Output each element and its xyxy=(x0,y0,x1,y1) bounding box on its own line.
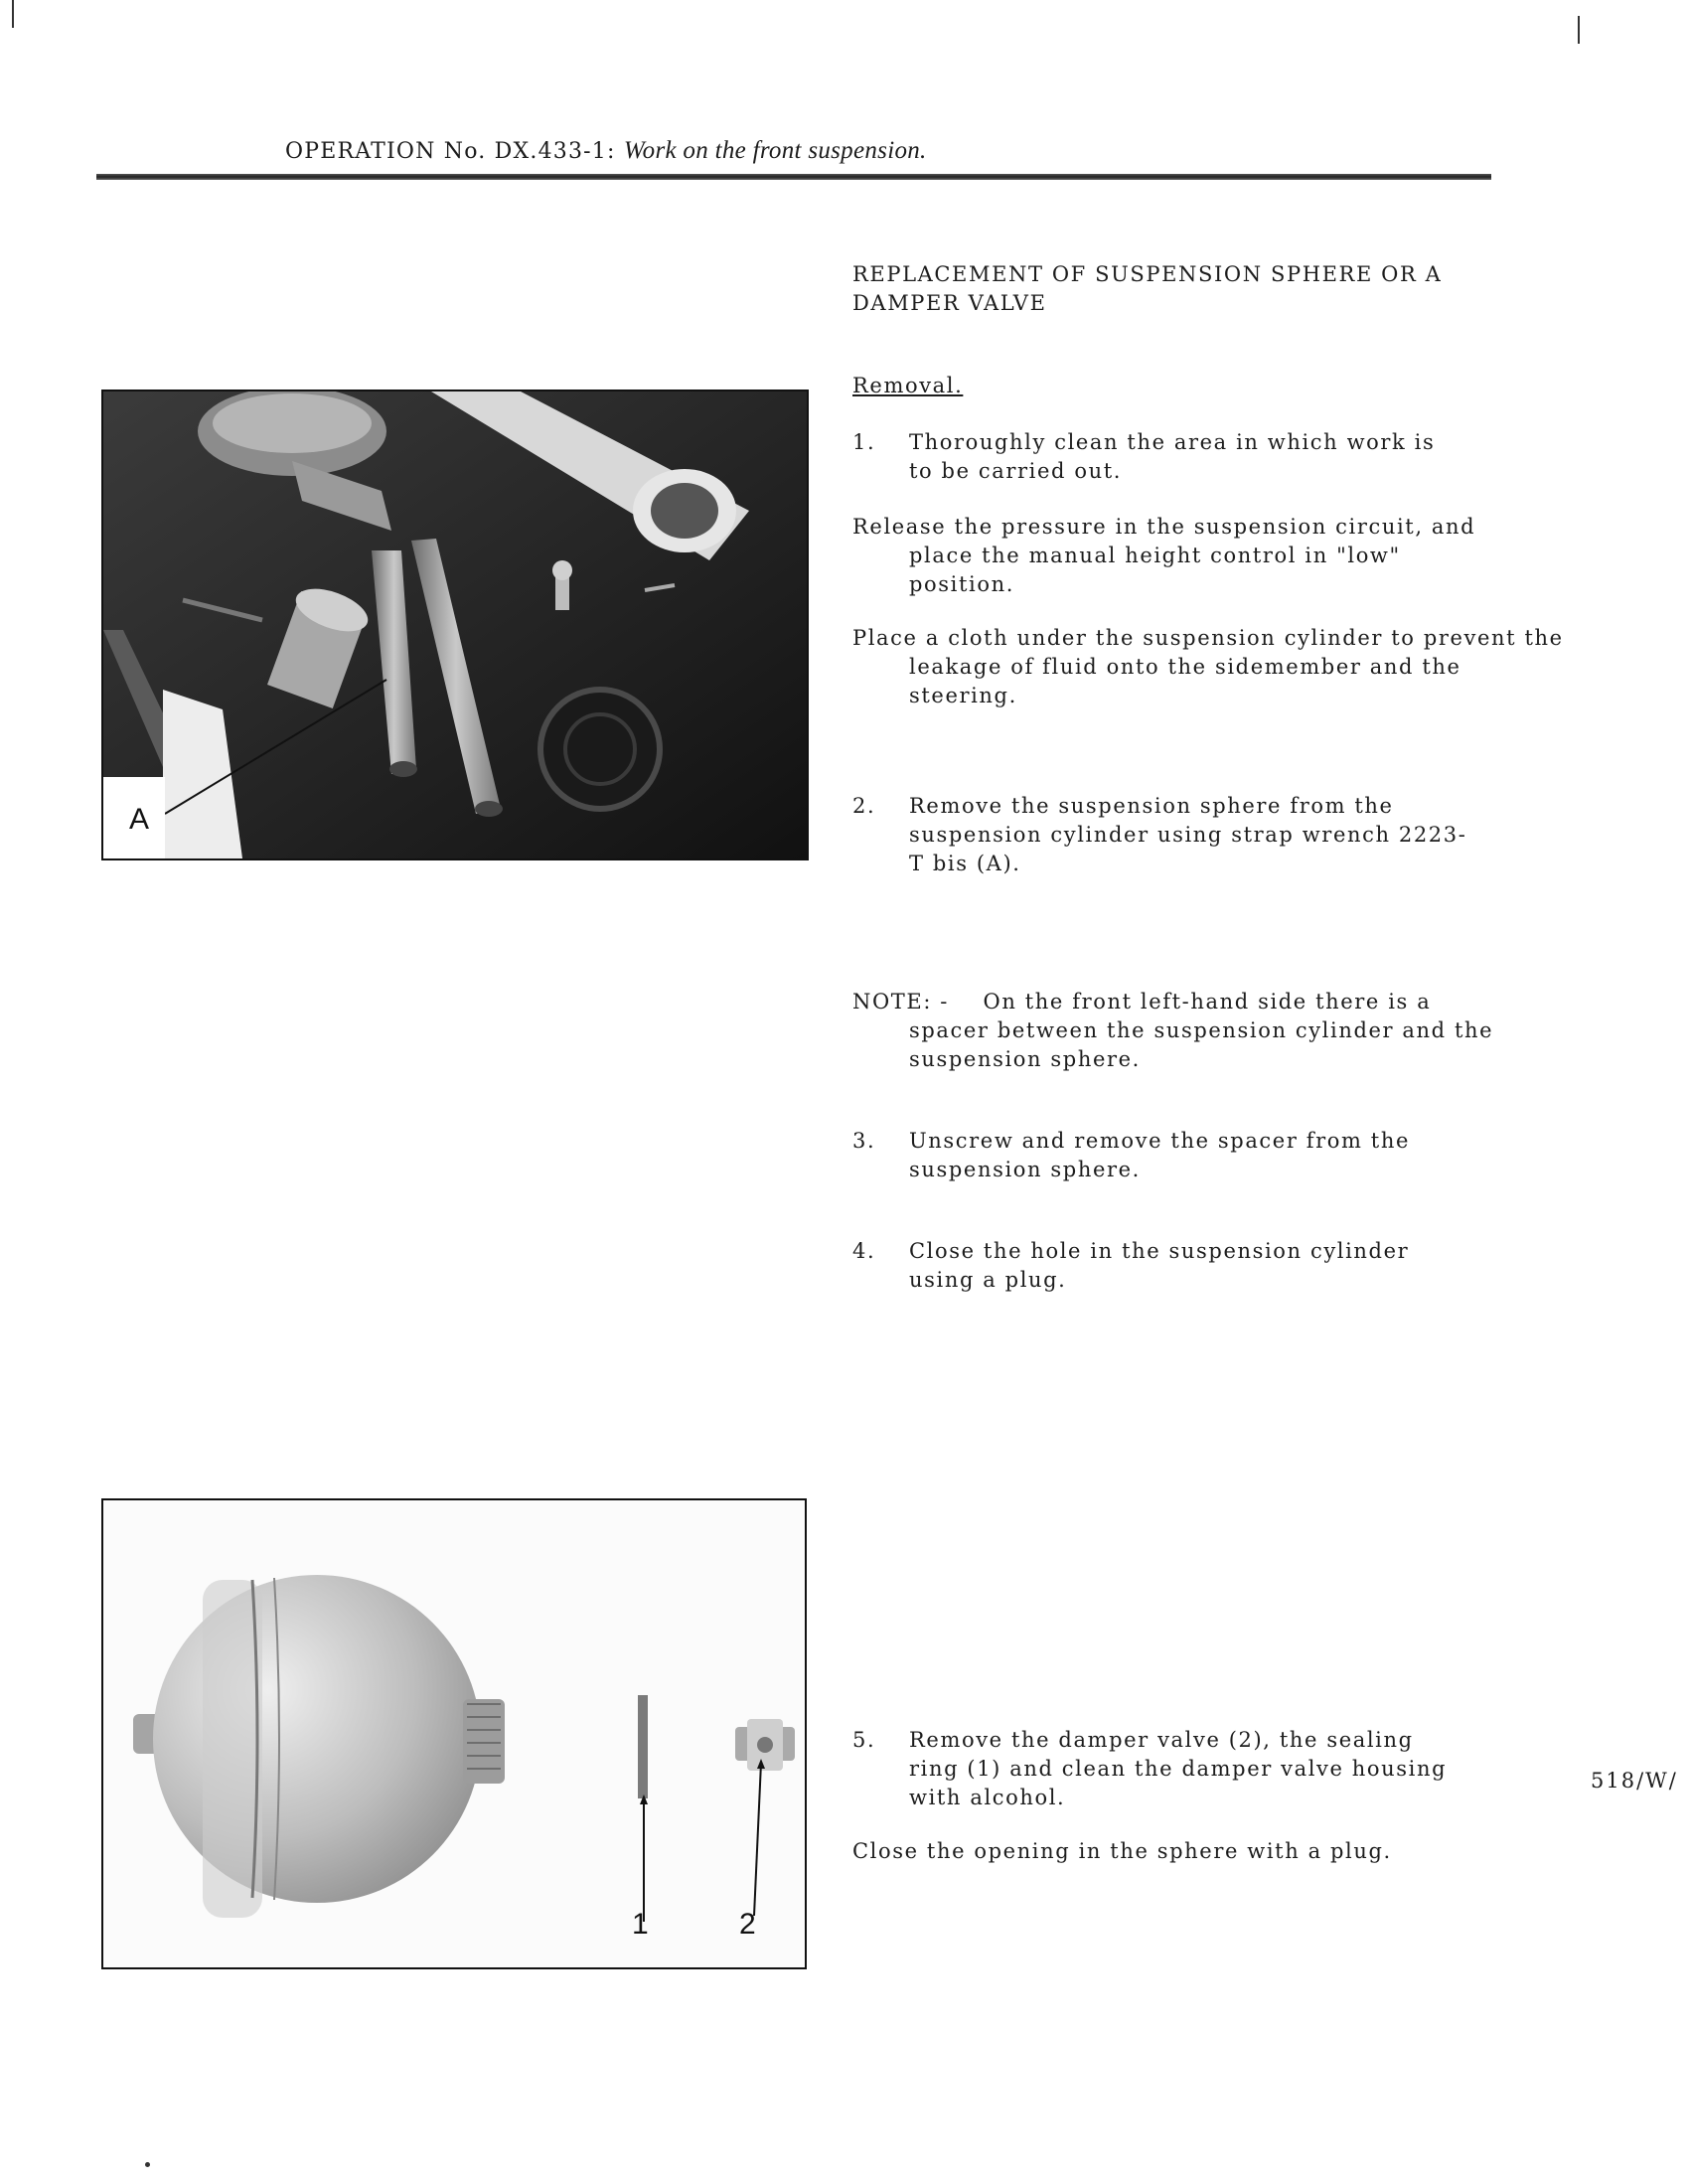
scan-mark-left xyxy=(12,0,14,28)
page-reference: 518/W/ xyxy=(1591,1769,1678,1793)
step-text: Remove the suspension sphere from the suspension cylinder using strap wrench 2223-T bis (A). xyxy=(909,794,1467,875)
sealing-ring xyxy=(638,1695,648,1798)
figure-sphere-components xyxy=(101,1498,807,1969)
callout-label-a: A xyxy=(129,803,150,836)
section-title xyxy=(852,260,1518,318)
step-text: Remove the damper valve (2), the sealing ring (1) and clean the damper valve housing with alcohol. xyxy=(909,1728,1448,1809)
figure-suspension-sphere-photo xyxy=(101,390,809,860)
note-label: NOTE: - xyxy=(852,990,949,1014)
step-text: Unscrew and remove the spacer from the suspension sphere. xyxy=(909,1129,1410,1181)
step-5 xyxy=(852,1726,1459,1812)
step-text: Thoroughly clean the area in which work is to be carried out. xyxy=(909,430,1436,483)
scan-mark-right xyxy=(1578,16,1580,44)
step-2 xyxy=(852,792,1468,878)
step-number: 2. xyxy=(852,794,876,818)
release-pressure-paragraph: Release the pressure in the suspension circuit, and place the manual height control in "low" position. xyxy=(852,515,1476,596)
sphere-components-illustration xyxy=(103,1500,805,1967)
step-number: 1. xyxy=(852,430,876,454)
step-4 xyxy=(852,1237,1439,1295)
step-text: Close the hole in the suspension cylinder using a plug. xyxy=(909,1239,1410,1292)
note-text: On the front left-hand side there is a spacer between the suspension cylinder and the suspension sphere. xyxy=(909,990,1494,1071)
scan-dot xyxy=(145,2162,150,2167)
callout-label-1: 1 xyxy=(632,1908,649,1941)
operation-title: Work on the front suspension. xyxy=(623,137,927,164)
cloth-paragraph: Place a cloth under the suspension cylinder to prevent the leakage of fluid onto the sidemember and the steering. xyxy=(852,626,1564,707)
note xyxy=(852,988,1498,1074)
step-number: 4. xyxy=(852,1239,876,1263)
section-title-line2: DAMPER VALVE xyxy=(852,291,1047,315)
step-1 xyxy=(852,428,1449,486)
removal-heading: Removal. xyxy=(852,374,964,397)
close-opening-paragraph: Close the opening in the sphere with a plug. xyxy=(852,1839,1392,1863)
header-rule xyxy=(96,174,1491,180)
callout-leader-2 xyxy=(754,1763,761,1916)
page-header xyxy=(285,137,927,165)
callout-label-2: 2 xyxy=(739,1908,756,1941)
removal-heading-block xyxy=(852,372,1518,400)
suspension-sphere xyxy=(133,1575,505,1918)
step-number: 5. xyxy=(852,1728,876,1752)
operation-label: OPERATION No. DX.433-1: xyxy=(285,139,616,164)
step-3 xyxy=(852,1127,1449,1184)
step-number: 3. xyxy=(852,1129,876,1153)
damper-valve xyxy=(735,1719,795,1771)
section-title-line1: REPLACEMENT OF SUSPENSION SPHERE OR A xyxy=(852,262,1443,286)
engine-bay-illustration xyxy=(103,391,807,858)
